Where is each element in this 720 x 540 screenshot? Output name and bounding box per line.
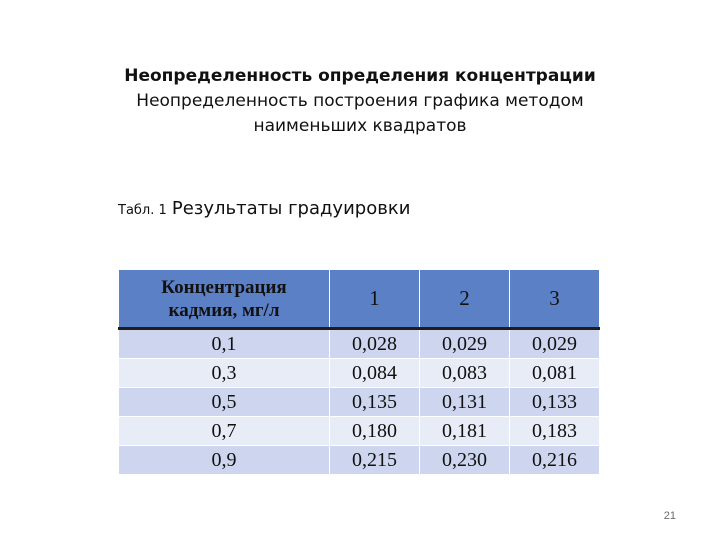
- cell-concentration: 0,5: [119, 388, 330, 417]
- cell-value: 0,131: [420, 388, 510, 417]
- slide-title: [0, 64, 720, 139]
- table-row: [119, 388, 600, 417]
- cell-value: 0,029: [510, 329, 600, 359]
- cell-value: 0,216: [510, 446, 600, 475]
- cell-concentration: 0,9: [119, 446, 330, 475]
- cell-value: 0,180: [330, 417, 420, 446]
- cell-value: 0,028: [330, 329, 420, 359]
- title-line-2: Неопределенность построения графика методом: [136, 91, 584, 111]
- page-number: 21: [663, 510, 676, 522]
- header-col-1: 1: [330, 270, 420, 329]
- caption-text: Результаты градуировки: [171, 198, 411, 219]
- table-row: [119, 359, 600, 388]
- cell-concentration: 0,3: [119, 359, 330, 388]
- cell-value: 0,230: [420, 446, 510, 475]
- header-col-3: 3: [510, 270, 600, 329]
- header-concentration: [119, 270, 330, 329]
- cell-value: 0,083: [420, 359, 510, 388]
- calibration-table: [118, 270, 600, 475]
- cell-value: 0,183: [510, 417, 600, 446]
- header-concentration-line-1: Концентрация: [161, 276, 287, 298]
- cell-value: 0,133: [510, 388, 600, 417]
- table-caption: [118, 198, 410, 219]
- caption-prefix: Табл. 1: [118, 203, 167, 218]
- cell-concentration: 0,1: [119, 329, 330, 359]
- cell-value: 0,215: [330, 446, 420, 475]
- table-row: [119, 446, 600, 475]
- table-row: [119, 417, 600, 446]
- cell-value: 0,081: [510, 359, 600, 388]
- title-line-1: Неопределенность определения концентрации: [124, 66, 596, 86]
- header-col-2: 2: [420, 270, 510, 329]
- cell-value: 0,181: [420, 417, 510, 446]
- title-line-3: наименьших квадратов: [253, 116, 467, 136]
- cell-value: 0,135: [330, 388, 420, 417]
- cell-value: 0,029: [420, 329, 510, 359]
- cell-value: 0,084: [330, 359, 420, 388]
- table-row: [119, 329, 600, 359]
- table-header-row: [119, 270, 600, 329]
- cell-concentration: 0,7: [119, 417, 330, 446]
- header-concentration-line-2: кадмия, мг/л: [168, 299, 280, 321]
